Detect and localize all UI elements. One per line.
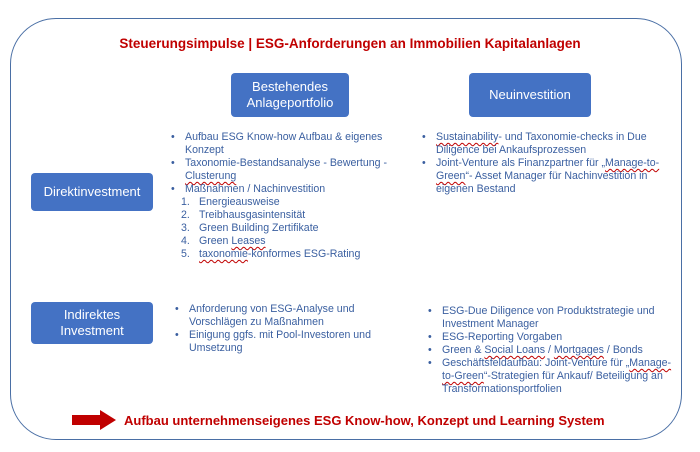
cell-indirect-new [423, 305, 681, 396]
row-header-indirect-investment: Indirektes Investment [31, 302, 153, 344]
list-item: • Taxonomie-Bestandsanalyse - Bewertung - Clusterung [166, 157, 416, 183]
list-item: • Einigung ggfs. mit Pool-Investoren und Umsetzung [170, 329, 410, 355]
list-item: 5. taxonomie-konformes ESG-Rating [181, 248, 361, 260]
cell-direct-new [417, 131, 675, 196]
list-item: • Geschäftsfeldaufbau: Joint-Venture für „Manage-to-Green“-Strategien für Ankauf/ Beteiligung an Transformationsportfolien [423, 357, 681, 396]
footer-statement [72, 410, 605, 430]
footer-text: Aufbau unternehmenseigenes ESG Know-how, Konzept und Learning System [124, 412, 605, 428]
list-item: • Joint-Venture als Finanzpartner für „Manage-to-Green“- Asset Manager für Nachinvestition in eigenen Bestand [417, 157, 675, 196]
list-item: 4. Green Leases [181, 235, 266, 247]
list-item: 1. Energieausweise [181, 196, 280, 208]
list-item: 2. Treibhausgasintensität [181, 209, 306, 221]
diagram-title: Steuerungsimpulse | ESG-Anforderungen an Immobilien Kapitalanlagen [119, 36, 581, 51]
cell-indirect-existing [170, 303, 410, 355]
cell-direct-existing [166, 131, 416, 261]
row-header-direct-investment: Direktinvestment [31, 173, 153, 211]
list-item: • ESG-Due Diligence von Produktstrategie und Investment Manager [423, 305, 681, 331]
list-item: 3. Green Building Zertifikate [181, 222, 319, 234]
list-item: • Maßnahmen / Nachinvestition [166, 183, 416, 196]
list-item: • Anforderung von ESG-Analyse und Vorschlägen zu Maßnahmen [170, 303, 410, 329]
list-item: • Sustainability- und Taxonomie-checks in Due Diligence bei Ankaufsprozessen [417, 131, 675, 157]
list-item: • Aufbau ESG Know-how Aufbau & eigenes Konzept [166, 131, 416, 157]
list-item: • ESG-Reporting Vorgaben [423, 331, 681, 344]
column-header-new-investment: Neuinvestition [469, 73, 591, 117]
arrow-right-icon [72, 410, 116, 430]
list-item: • Green & Social Loans / Mortgages / Bonds [423, 344, 681, 357]
column-header-existing-portfolio: Bestehendes Anlageportfolio [231, 73, 349, 117]
